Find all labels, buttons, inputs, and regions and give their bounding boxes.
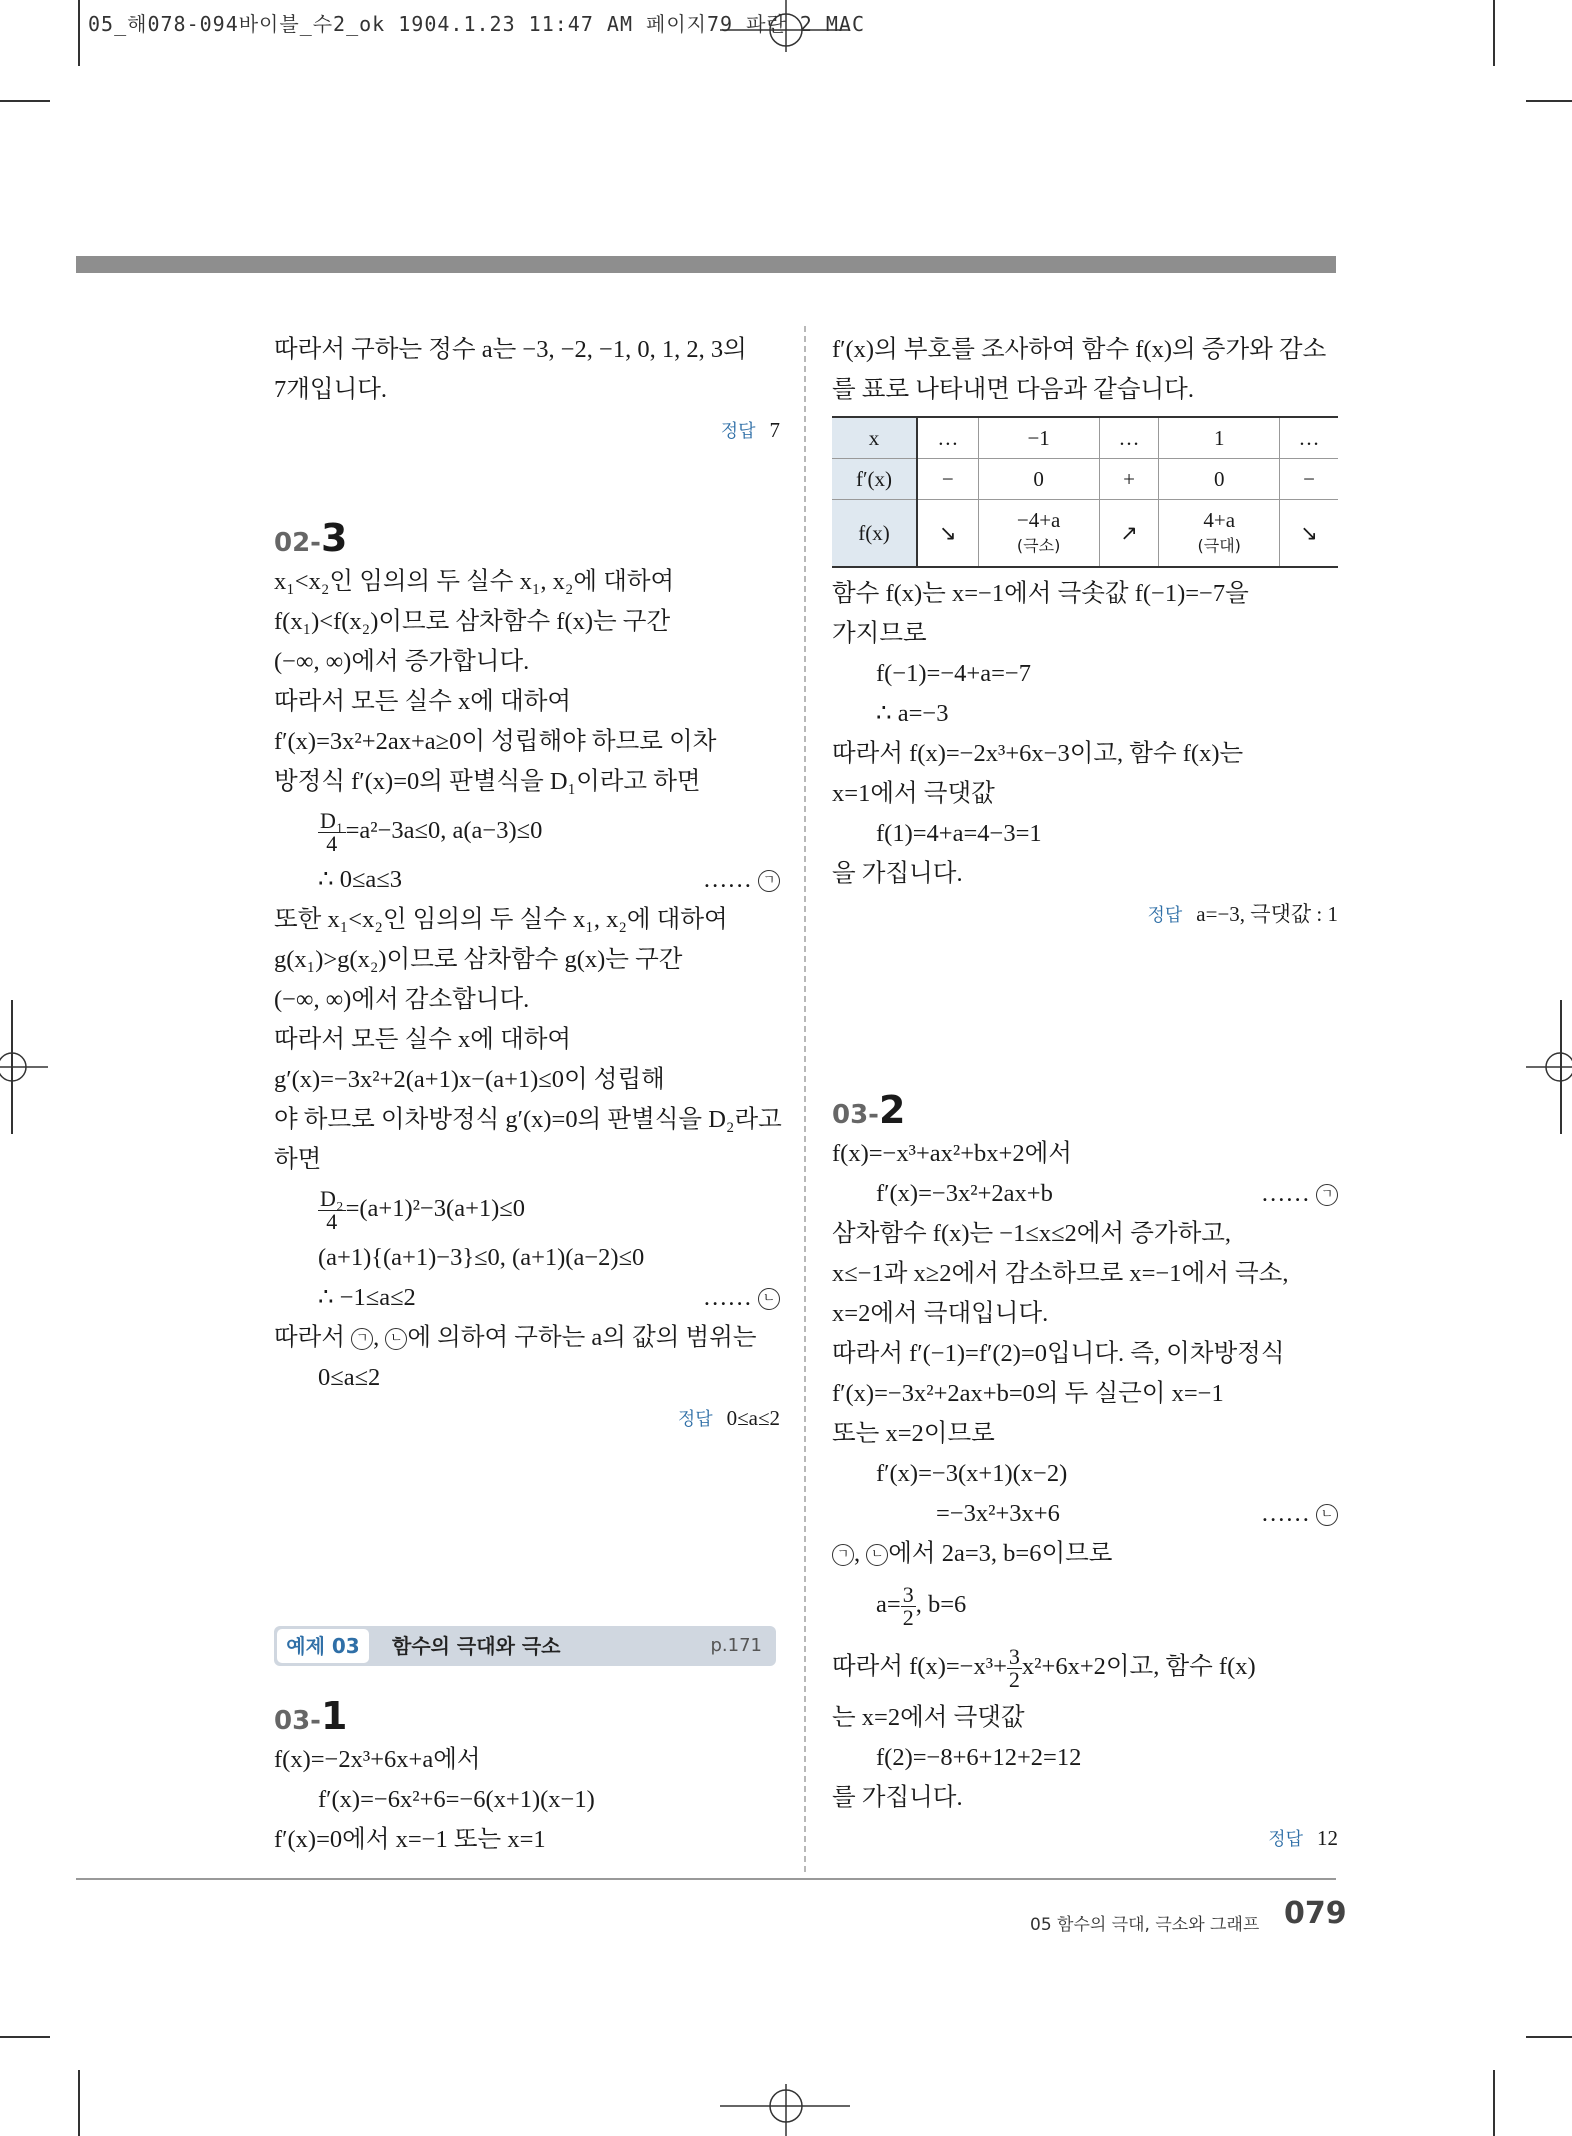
equation-text: ∴ −1≤a≤2 [318, 1284, 416, 1311]
equation-text: =−3x²+3x+6 [936, 1500, 1060, 1527]
text-part: x²+6x+2이고, 함수 f(x) [1021, 1653, 1256, 1680]
text-line: 을 가집니다. [832, 860, 963, 887]
equation-line [274, 860, 780, 900]
text-line [274, 1318, 780, 1358]
equation-line: f(2)=−8+6+12+2=12 [876, 1744, 1082, 1771]
equation-text: f′(x)=−3x²+2ax+b [876, 1180, 1053, 1207]
text-line: 야 하므로 이차방정식 g′(x)=0의 판별식을 D₂라고 [274, 1106, 782, 1133]
text-line: (−∞, ∞)에서 감소합니다. [274, 986, 530, 1013]
text-line: 또는 x=2이므로 [832, 1420, 995, 1447]
example-tag: 예제 03 [277, 1629, 369, 1663]
answer-line [832, 1818, 1338, 1860]
circled-label: ㄴ [385, 1328, 407, 1350]
decrease-arrow-icon: ↘ [917, 500, 978, 568]
circled-label: ㄱ [832, 1544, 854, 1566]
equation-line [274, 1278, 780, 1318]
table-cell: … [1280, 417, 1338, 459]
text-line: f(x)=−2x³+6x+a에서 [274, 1746, 481, 1773]
text-line: 는 x=2에서 극댓값 [832, 1704, 1025, 1731]
circled-label: ㄱ [1316, 1184, 1338, 1206]
table-cell: − [917, 459, 978, 500]
header-bar [76, 256, 1336, 273]
text-line: x₁<x₂인 임의의 두 실수 x₁, x₂에 대하여 [274, 568, 675, 595]
text-line: 를 가집니다. [832, 1784, 963, 1811]
table-row [832, 500, 1338, 568]
fraction [318, 1185, 346, 1234]
page-number: 079 [1284, 1896, 1347, 1931]
equation-line: ∴ a=−3 [876, 700, 949, 727]
fraction-numerator: 3 [902, 1581, 914, 1607]
table-cell: x [832, 417, 917, 459]
fraction-numerator: D₂ [320, 1185, 344, 1211]
footer-rule [76, 1878, 1336, 1880]
registration-mark-top [720, 0, 850, 52]
answer-label: 정답 [677, 1409, 713, 1430]
text-line: 따라서 구하는 정수 a는 −3, −2, −1, 0, 1, 2, 3의 [274, 336, 747, 363]
answer-label: 정답 [1268, 1829, 1303, 1850]
answer-line [274, 410, 780, 452]
table-cell: f(x) [832, 500, 917, 568]
text-part: , [373, 1324, 380, 1351]
example-page-ref: p.171 [710, 1635, 762, 1656]
equation-line: f(−1)=−4+a=−7 [876, 660, 1032, 687]
equation-line: (a+1){(a+1)−3}≤0, (a+1)(a−2)≤0 [318, 1244, 645, 1271]
text-line: 함수 f(x)는 x=−1에서 극솟값 f(−1)=−7을 [832, 580, 1249, 607]
equation-line [274, 1180, 780, 1238]
table-cell: … [1099, 417, 1159, 459]
tag-dots: …… [702, 1284, 752, 1311]
circled-label: ㄴ [758, 1288, 780, 1310]
cell-note: (극소) [1016, 536, 1061, 555]
crop-mark [0, 100, 50, 102]
tag-dots: …… [1260, 1500, 1310, 1527]
circled-label: ㄴ [866, 1544, 888, 1566]
text-part: 에 의하여 구하는 a의 값의 범위는 [407, 1324, 757, 1351]
text-line: f(x)=−x³+ax²+bx+2에서 [832, 1140, 1072, 1167]
fraction [318, 807, 346, 856]
circled-label: ㄱ [351, 1328, 373, 1350]
tag-dots: …… [1260, 1180, 1310, 1207]
table-cell: −1 [978, 417, 1099, 459]
fraction-denominator: 4 [326, 830, 338, 856]
text-line: 가지므로 [832, 620, 927, 647]
cell-note: (극대) [1197, 536, 1241, 555]
crop-mark [78, 2070, 80, 2136]
tag-dots: …… [702, 866, 752, 893]
text-line: g′(x)=−3x²+2(a+1)x−(a+1)≤0이 성립해 [274, 1066, 665, 1093]
problem-number-main: 1 [320, 1694, 348, 1738]
crop-mark [0, 2036, 50, 2038]
table-cell [1159, 500, 1280, 568]
text-line: x=1에서 극댓값 [832, 780, 995, 807]
equation-tag [703, 860, 780, 900]
fraction-numerator: 3 [1008, 1643, 1020, 1669]
text-line: 방정식 f′(x)=0의 판별식을 D₁이라고 하면 [274, 768, 701, 795]
table-cell: − [1280, 459, 1338, 500]
table-cell: 1 [1159, 417, 1280, 459]
text-part: 따라서 f(x)=−x³+ [832, 1653, 1007, 1680]
answer-value: a=−3, 극댓값 : 1 [1196, 902, 1338, 926]
problem-number-prefix: 03- [274, 1706, 321, 1736]
problem-03-1 [274, 1692, 780, 1860]
text-line: f′(x)=−3x²+2ax+b=0의 두 실근이 x=−1 [832, 1380, 1224, 1407]
text-line: 따라서 f(x)=−2x³+6x−3이고, 함수 f(x)는 [832, 740, 1244, 767]
equation-text: a= [876, 1591, 901, 1618]
text-line: 따라서 모든 실수 x에 대하여 [274, 1026, 572, 1053]
circled-label: ㄱ [758, 870, 780, 892]
column-divider [804, 326, 806, 1872]
text-line: f′(x)의 부호를 조사하여 함수 f(x)의 증가와 감소 [832, 336, 1327, 363]
equation-line: f′(x)=−3(x+1)(x−2) [876, 1460, 1068, 1487]
fraction-denominator: 2 [902, 1604, 914, 1630]
answer-label: 정답 [720, 421, 756, 442]
cell-value: −4+a [1016, 508, 1061, 532]
fraction-denominator: 4 [326, 1208, 338, 1234]
answer-line [832, 894, 1338, 936]
table-cell: 0 [1159, 459, 1280, 500]
text-line: 따라서 모든 실수 x에 대하여 [274, 688, 572, 715]
text-part: , [854, 1540, 861, 1567]
problem-03-2 [832, 1086, 1338, 1860]
table-cell: f′(x) [832, 459, 917, 500]
footer-chapter-title: 05 함수의 극대, 극소와 그래프 [1030, 1915, 1260, 1935]
print-header: 05_해078-094바이블_수2_ok 1904.1.23 11:47 AM 페이지79 파란 2 MAC [88, 12, 866, 36]
circled-label: ㄴ [1316, 1504, 1338, 1526]
table-cell: + [1099, 459, 1159, 500]
fraction [901, 1581, 916, 1630]
text-line: g(x₁)>g(x₂)이므로 삼차함수 g(x)는 구간 [274, 946, 683, 973]
example-title: 함수의 극대와 극소 [392, 1634, 561, 1658]
text-part: 따라서 [274, 1324, 346, 1351]
text-line: 7개입니다. [274, 376, 388, 403]
crop-mark [1526, 100, 1572, 102]
text-line: (−∞, ∞)에서 증가합니다. [274, 648, 530, 675]
table-row [832, 417, 1338, 459]
equation-line [274, 802, 780, 860]
fraction-denominator: 2 [1008, 1666, 1020, 1692]
equation-text: =(a+1)²−3(a+1)≤0 [345, 1195, 526, 1222]
crop-mark [78, 0, 80, 66]
fraction-numerator: D₁ [320, 807, 344, 833]
table-row [832, 459, 1338, 500]
sign-table [832, 416, 1338, 568]
text-part: 에서 2a=3, b=6이므로 [888, 1540, 1113, 1567]
answer-label: 정답 [1147, 905, 1183, 926]
table-cell: 0 [978, 459, 1099, 500]
text-line: f(x₁)<f(x₂)이므로 삼차함수 f(x)는 구간 [274, 608, 671, 635]
text-line [832, 1534, 1338, 1574]
text-line [832, 1636, 1338, 1698]
registration-mark-left [0, 1040, 48, 1094]
decrease-arrow-icon: ↘ [1280, 500, 1338, 568]
equation-line: 0≤a≤2 [318, 1364, 381, 1391]
left-column [274, 330, 780, 1440]
equation-tag [1261, 1494, 1338, 1534]
example-banner [274, 1626, 776, 1666]
increase-arrow-icon: ↗ [1099, 500, 1159, 568]
problem-number-main: 2 [878, 1088, 906, 1132]
text-line: 를 표로 나타내면 다음과 같습니다. [832, 376, 1194, 403]
problem-number [274, 1692, 780, 1740]
equation-line: f(1)=4+a=4−3=1 [876, 820, 1042, 847]
text-line: 삼차함수 f(x)는 −1≤x≤2에서 증가하고, [832, 1220, 1232, 1247]
cell-value: 4+a [1203, 508, 1236, 532]
text-line: 하면 [274, 1146, 322, 1173]
text-line: 따라서 f′(−1)=f′(2)=0입니다. 즉, 이차방정식 [832, 1340, 1285, 1367]
registration-mark-right [1526, 1040, 1572, 1094]
problem-number-prefix: 03- [832, 1100, 879, 1130]
equation-tag [703, 1278, 780, 1318]
table-cell [978, 500, 1099, 568]
equation-text: =a²−3a≤0, a(a−3)≤0 [345, 817, 543, 844]
equation-line [832, 1574, 1338, 1636]
problem-number [832, 1086, 1338, 1134]
crop-mark [1493, 2070, 1495, 2136]
right-column [832, 330, 1338, 936]
equation-tag [1261, 1174, 1338, 1214]
equation-line: f′(x)=−6x²+6=−6(x+1)(x−1) [318, 1786, 595, 1813]
equation-line [832, 1494, 1338, 1534]
text-line: x=2에서 극대입니다. [832, 1300, 1049, 1327]
text-line: f′(x)=0에서 x=−1 또는 x=1 [274, 1826, 546, 1853]
equation-line [832, 1174, 1338, 1214]
fraction [1007, 1643, 1022, 1692]
crop-mark [1526, 2036, 1572, 2038]
answer-value: 0≤a≤2 [726, 1406, 780, 1430]
text-line: x≤−1과 x≥2에서 감소하므로 x=−1에서 극소, [832, 1260, 1289, 1287]
answer-value: 7 [769, 418, 780, 442]
problem-number [274, 514, 780, 562]
text-line: 또한 x₁<x₂인 임의의 두 실수 x₁, x₂에 대하여 [274, 906, 728, 933]
registration-mark-bottom [720, 2084, 850, 2136]
text-line: f′(x)=3x²+2ax+a≥0이 성립해야 하므로 이차 [274, 728, 717, 755]
equation-text: ∴ 0≤a≤3 [318, 866, 402, 893]
crop-mark [1493, 0, 1495, 66]
table-cell: … [917, 417, 978, 459]
problem-number-main: 3 [320, 516, 348, 560]
equation-text: , b=6 [915, 1591, 967, 1618]
answer-line [274, 1398, 780, 1440]
answer-value: 12 [1317, 1826, 1338, 1850]
problem-number-prefix: 02- [274, 528, 321, 558]
